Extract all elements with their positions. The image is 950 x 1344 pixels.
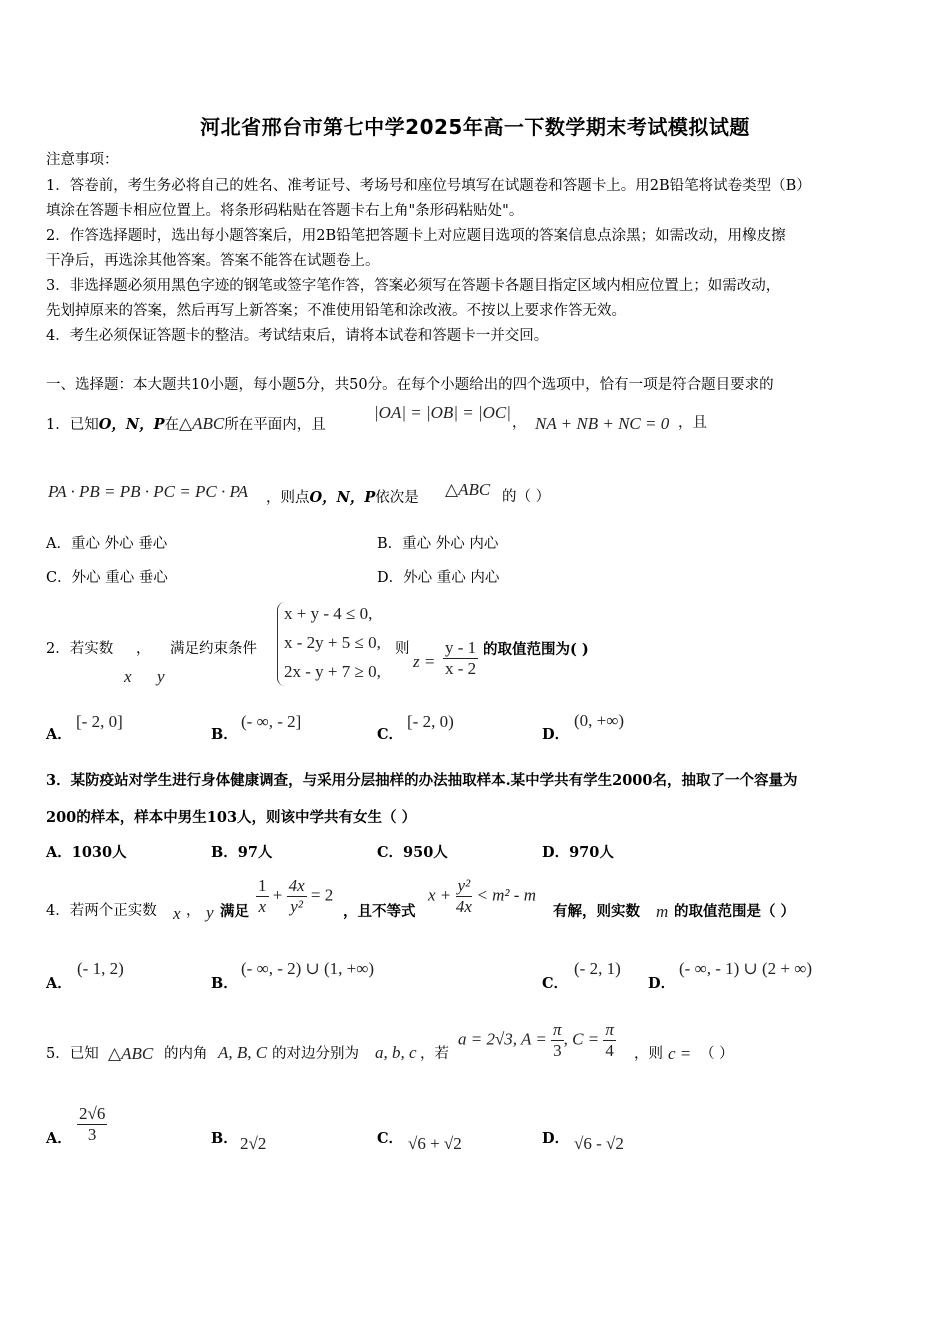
q5-a-den: 3 — [87, 1125, 97, 1144]
q2-fraction — [443, 638, 478, 679]
q1-text: 所在平面内，且 — [224, 417, 326, 433]
q4-ineq-left: x + — [428, 885, 452, 905]
q1-option-a[interactable]: A．重心 外心 垂心 — [46, 536, 168, 552]
q4-option-d[interactable]: D． — [648, 975, 676, 992]
question-1-stem — [46, 411, 326, 438]
q2-option-d[interactable]: D． — [542, 726, 570, 743]
q4-option-a[interactable]: A． — [46, 975, 72, 992]
q2-constraint-3: 2x - y + 7 ≥ 0, — [284, 662, 381, 681]
q3-option-d[interactable]: D．970人 — [542, 844, 614, 861]
q5-cond-c: , C = — [563, 1029, 600, 1049]
q4-option-c-value: (- 2, 1) — [574, 959, 621, 978]
q5-pi2-num: π — [605, 1020, 614, 1039]
page-title: 河北省邢台市第七中学2025年高一下数学期末考试模拟试题 — [200, 115, 750, 139]
q4-option-a-value: (- 1, 2) — [77, 959, 124, 978]
q1-vector-sum: NA + NB + NC = 0 — [535, 414, 670, 433]
q5-text: ，则 — [634, 1046, 663, 1062]
q1-abs-vectors: |OA| = |OB| = |OC| — [374, 403, 511, 422]
q2-constraint-2: x - 2y + 5 ≤ 0, — [284, 633, 381, 652]
question-3-line-2: 200的样本，样本中男生103人，则该中学共有女生（ ） — [46, 809, 417, 826]
q4-text: 的取值范围是（ ） — [674, 903, 796, 920]
q2-var-x: x — [124, 667, 132, 686]
q1-text: ，且 — [678, 415, 707, 431]
q5-a-num: 2√6 — [79, 1104, 106, 1123]
q3-option-a[interactable]: A．1030人 — [46, 844, 127, 861]
notice-item-2-line-1: 2．作答选择题时，选出每小题答案后，用2B铅笔把答题卡上对应题目选项的答案信息点涂黑；如需改动，用橡皮擦 — [46, 228, 786, 244]
q3-option-b[interactable]: B．97人 — [211, 844, 273, 861]
q2-z-eq: z = — [413, 652, 436, 671]
question-2-number: 2．若实数 — [46, 641, 114, 657]
q4-option-c[interactable]: C． — [542, 975, 569, 992]
q2-comma: ， — [136, 641, 151, 657]
q4-ineq-right: < m² - m — [476, 885, 536, 905]
q2-text: 的取值范围为( ) — [483, 641, 589, 658]
q1-dot-products: PA · PB = PB · PC = PC · PA — [48, 482, 249, 501]
q5-option-c[interactable]: C． — [377, 1130, 404, 1147]
q4-frac1-num: 1 — [258, 876, 267, 895]
q2-option-c-value: [- 2, 0) — [407, 712, 454, 731]
q1-points: O，N，P — [309, 489, 376, 506]
question-3-line-1: 3．某防疫站对学生进行身体健康调查，与采用分层抽样的办法抽取样本.某中学共有学生2000名，抽取了一个容量为 — [46, 772, 798, 789]
q2-option-d-value: (0, +∞) — [574, 711, 625, 730]
q4-frac1-den: x — [258, 897, 267, 916]
q1-option-d[interactable]: D．外心 重心 内心 — [377, 570, 500, 586]
q4-var-x: x — [173, 904, 181, 923]
question-5-number: 5．已知 — [46, 1046, 99, 1062]
q1-text: 依次是 — [375, 490, 419, 506]
q4-option-b-value: (- ∞, - 2) ∪ (1, +∞) — [241, 959, 375, 978]
q5-angles: A, B, C — [218, 1043, 268, 1062]
q4-inequality — [428, 876, 536, 917]
q5-text: （ ） — [700, 1046, 734, 1062]
q4-frac3-num: y² — [457, 876, 471, 895]
q2-option-a-value: [- 2, 0] — [76, 712, 123, 731]
q2-constraint-1: x + y - 4 ≤ 0, — [284, 604, 373, 623]
question-1-number: 1．已知 — [46, 417, 99, 433]
q5-option-d[interactable]: D． — [542, 1130, 570, 1147]
q2-fraction-den: x - 2 — [445, 659, 477, 678]
notice-item-4: 4．考生必须保证答题卡的整洁。考试结束后，请将本试卷和答题卡一并交回。 — [46, 328, 549, 344]
q1-option-b[interactable]: B．重心 外心 内心 — [377, 536, 499, 552]
question-4-number: 4．若两个正实数 — [46, 903, 157, 919]
q1-triangle: △ABC — [179, 414, 225, 433]
q2-text: 则 — [395, 641, 410, 657]
notice-item-2-line-2: 干净后，再选涂其他答案。答案不能答在试题卷上。 — [46, 253, 380, 269]
q1-comma: ， — [512, 415, 527, 431]
q5-pi1-num: π — [553, 1020, 562, 1039]
q5-text: ，若 — [420, 1046, 449, 1062]
section-heading: 一、选择题：本大题共10小题，每小题5分，共50分。在每个小题给出的四个选项中，恰有一项是符合题目要求的 — [46, 377, 774, 393]
q1-points: O，N，P — [98, 416, 165, 433]
q2-option-a[interactable]: A． — [46, 726, 72, 743]
notice-item-1-line-1: 1．答卷前，考生务必将自己的姓名、准考证号、考场号和座位号填写在试题卷和答题卡上。用2B铅笔将试卷类型（B） — [46, 178, 811, 194]
q5-option-c-value: √6 + √2 — [408, 1134, 462, 1153]
q5-condition — [458, 1020, 616, 1061]
notice-item-3-line-1: 3．非选择题必须用黑色字迹的钢笔或签字笔作答，答案必须写在答题卡各题目指定区域内相应位置上；如需改动， — [46, 278, 781, 294]
q4-plus: + — [272, 885, 283, 905]
q2-text: 满足约束条件 — [170, 641, 257, 657]
q5-pi2-den: 4 — [605, 1041, 614, 1060]
q5-c-eq: c = — [668, 1044, 692, 1063]
q2-option-b-value: (- ∞, - 2] — [241, 712, 302, 731]
q5-option-b[interactable]: B． — [211, 1130, 238, 1147]
q4-text: 满足 — [220, 903, 249, 920]
q4-var-m: m — [656, 902, 669, 921]
q1-triangle: △ABC — [445, 480, 491, 499]
q5-text: 的对边分别为 — [272, 1046, 359, 1062]
q5-text: 的内角 — [164, 1046, 208, 1062]
notice-heading: 注意事项： — [46, 152, 119, 168]
q4-text: ，且不等式 — [343, 903, 416, 920]
q2-option-c[interactable]: C． — [377, 726, 404, 743]
q1-text: ，则点 — [266, 490, 310, 506]
q5-option-a-value — [77, 1104, 107, 1145]
q4-condition — [256, 876, 333, 917]
q2-option-b[interactable]: B． — [211, 726, 238, 743]
q5-option-a[interactable]: A． — [46, 1130, 72, 1147]
q1-stem-end — [266, 485, 419, 511]
q3-option-c[interactable]: C．950人 — [377, 844, 448, 861]
q4-comma: ， — [186, 903, 201, 919]
q1-option-c[interactable]: C．外心 重心 垂心 — [46, 570, 168, 586]
q5-sides: a, b, c — [375, 1043, 417, 1062]
q4-option-d-value: (- ∞, - 1) ∪ (2 + ∞) — [679, 959, 813, 978]
q5-option-b-value: 2√2 — [240, 1134, 267, 1153]
q4-frac2-num: 4x — [288, 876, 305, 895]
q5-cond-a: a = 2√3, A = — [458, 1029, 547, 1049]
q1-text: 的（ ） — [502, 489, 551, 505]
notice-item-1-line-2: 填涂在答题卡相应位置上。将条形码粘贴在答题卡右上角"条形码粘贴处"。 — [46, 203, 524, 219]
q5-option-d-value: √6 - √2 — [574, 1134, 624, 1153]
q4-var-y: y — [206, 903, 214, 922]
q5-triangle: △ABC — [108, 1044, 154, 1063]
notice-item-3-line-2: 先划掉原来的答案，然后再写上新答案；不准使用铅笔和涂改液。不按以上要求作答无效。 — [46, 303, 626, 319]
q4-frac2-den: y² — [290, 897, 303, 916]
q2-fraction-num: y - 1 — [445, 638, 477, 657]
q5-pi1-den: 3 — [553, 1041, 562, 1060]
q4-eq: = 2 — [310, 885, 334, 905]
q1-text: 在 — [164, 417, 180, 433]
q4-option-b[interactable]: B． — [211, 975, 238, 992]
q2-var-y: y — [157, 667, 165, 686]
q4-text: 有解，则实数 — [553, 903, 640, 920]
q4-frac3-den: 4x — [455, 897, 472, 916]
